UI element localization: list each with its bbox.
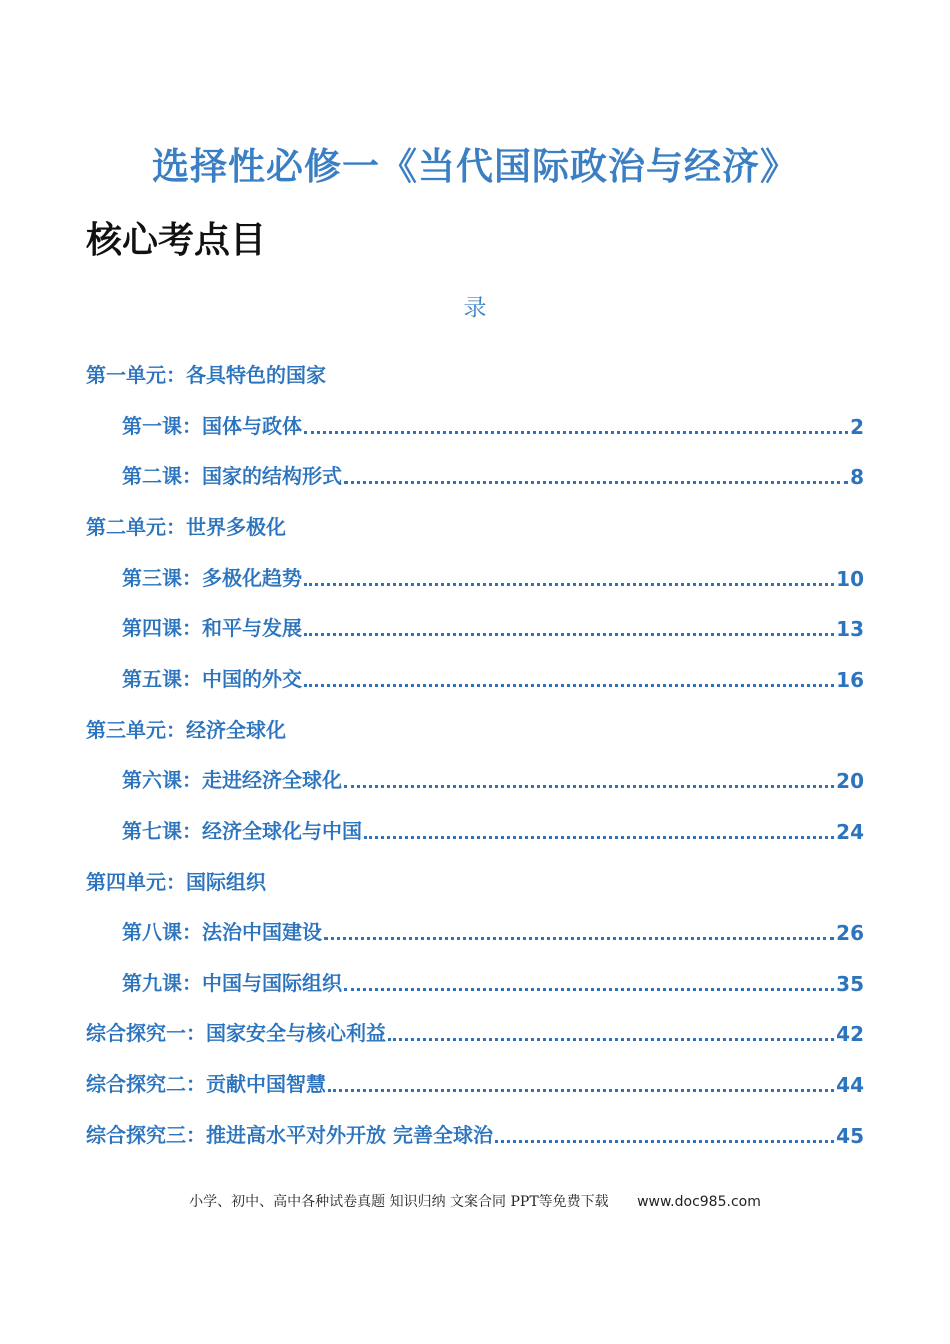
toc-entry-page: 2 (850, 415, 864, 439)
dot-leader (304, 684, 834, 687)
toc-entry-label: 第七课：经济全球化与中国 (122, 819, 362, 843)
toc-entry[interactable] (122, 609, 864, 641)
document-title: 选择性必修一《当代国际政治与经济》 (152, 145, 798, 188)
dot-leader (344, 481, 848, 484)
toc-entry-page: 24 (836, 820, 864, 844)
document-subtitle: 核心考点目 (86, 220, 267, 261)
toc-entry[interactable] (86, 863, 864, 895)
toc-entry-label: 第六课：走进经济全球化 (122, 768, 342, 792)
toc-entry-page: 42 (836, 1022, 864, 1046)
toc-entry-page: 35 (836, 972, 864, 996)
dot-leader (388, 1038, 834, 1041)
toc-entry-page: 44 (836, 1073, 864, 1097)
toc-entry-page: 13 (836, 617, 864, 641)
toc-entry-label: 第八课：法治中国建设 (122, 920, 322, 944)
footer-text: 小学、初中、高中各种试卷真题 知识归纳 文案合同 PPT等免费下载 (189, 1194, 609, 1210)
dot-leader (304, 431, 848, 434)
toc-entry-page: 45 (836, 1124, 864, 1148)
dot-leader (324, 937, 834, 940)
toc-entry-label: 第四课：和平与发展 (122, 616, 302, 640)
toc-heading: 录 (463, 295, 487, 321)
toc-entry-label: 第四单元：国际组织 (86, 870, 266, 894)
toc-entry-page: 26 (836, 921, 864, 945)
toc-entry[interactable] (86, 356, 864, 388)
toc-entry-page: 16 (836, 668, 864, 692)
toc-entry-page: 20 (836, 769, 864, 793)
toc-entry[interactable] (122, 761, 864, 793)
toc-entry-label: 第一单元：各具特色的国家 (86, 363, 326, 387)
toc-entry-label: 第三单元：经济全球化 (86, 718, 286, 742)
toc-entry[interactable] (122, 812, 864, 844)
dot-leader (304, 583, 834, 586)
toc-entry[interactable] (86, 1116, 864, 1148)
dot-leader (364, 836, 834, 839)
dot-leader (344, 988, 834, 991)
page-footer (0, 1191, 950, 1211)
dot-leader (495, 1140, 834, 1143)
toc-entry-label: 综合探究二：贡献中国智慧 (86, 1072, 326, 1096)
dot-leader (328, 1089, 834, 1092)
toc-entry-label: 第五课：中国的外交 (122, 667, 302, 691)
toc-entry-label: 第九课：中国与国际组织 (122, 971, 342, 995)
dot-leader (344, 785, 834, 788)
toc-entry-page: 10 (836, 567, 864, 591)
toc-entry[interactable] (122, 660, 864, 692)
toc-entry[interactable] (86, 711, 864, 743)
toc-entry[interactable] (122, 407, 864, 439)
footer-url[interactable]: www.doc985.com (637, 1194, 761, 1210)
toc-entry-label: 第二课：国家的结构形式 (122, 464, 342, 488)
toc-entry[interactable] (86, 508, 864, 540)
toc-entry-label: 第一课：国体与政体 (122, 414, 302, 438)
toc-entry[interactable] (122, 964, 864, 996)
dot-leader (304, 633, 834, 636)
toc-entry-label: 综合探究三：推进高水平对外开放 完善全球治 (86, 1123, 493, 1147)
toc-entry-page: 8 (850, 465, 864, 489)
toc-entry-label: 第二单元：世界多极化 (86, 515, 286, 539)
toc-entry[interactable] (122, 559, 864, 591)
toc-entry[interactable] (86, 1014, 864, 1046)
toc-entry[interactable] (122, 913, 864, 945)
toc-entry-label: 第三课：多极化趋势 (122, 566, 302, 590)
toc-entry[interactable] (86, 1065, 864, 1097)
toc-entry[interactable] (122, 457, 864, 489)
toc-entry-label: 综合探究一：国家安全与核心利益 (86, 1021, 386, 1045)
